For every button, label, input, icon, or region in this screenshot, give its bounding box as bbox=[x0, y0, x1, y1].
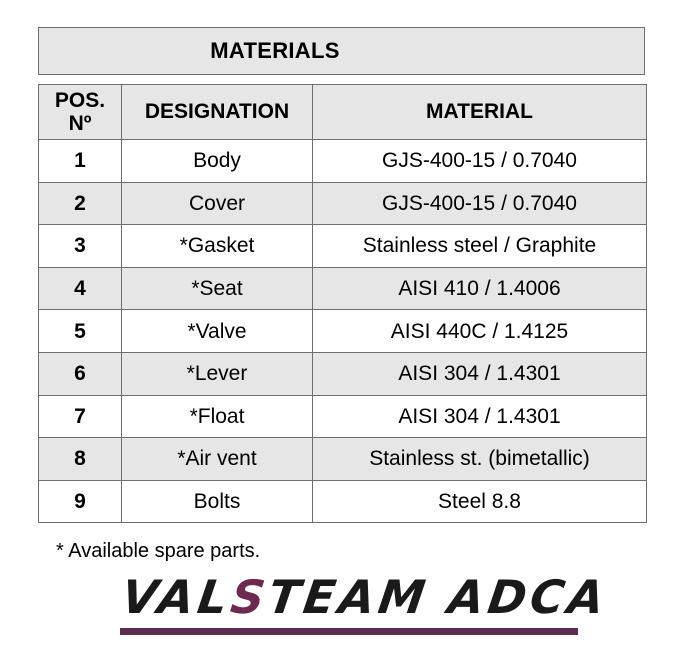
cell-material: AISI 440C / 1.4125 bbox=[313, 310, 647, 353]
valsteam-adca-logo bbox=[118, 570, 612, 640]
materials-title: MATERIALS bbox=[210, 38, 340, 63]
cell-pos: 1 bbox=[39, 140, 122, 183]
cell-pos: 5 bbox=[39, 310, 122, 353]
header-designation: DESIGNATION bbox=[122, 85, 313, 140]
logo-part1: VAL bbox=[118, 570, 236, 624]
logo-underline-bar bbox=[120, 628, 578, 635]
table-header-row bbox=[39, 85, 647, 140]
cell-designation: *Valve bbox=[122, 310, 313, 353]
header-pos bbox=[39, 85, 122, 140]
table-row bbox=[39, 480, 647, 523]
table-row bbox=[39, 267, 647, 310]
cell-material: Stainless st. (bimetallic) bbox=[313, 438, 647, 481]
cell-material: GJS-400-15 / 0.7040 bbox=[313, 140, 647, 183]
table-row bbox=[39, 395, 647, 438]
logo-wordmark bbox=[118, 570, 611, 624]
table-row bbox=[39, 140, 647, 183]
cell-designation: *Lever bbox=[122, 352, 313, 395]
cell-designation: *Float bbox=[122, 395, 313, 438]
logo-part2: S bbox=[227, 570, 273, 624]
materials-table bbox=[38, 84, 647, 523]
cell-designation: Cover bbox=[122, 182, 313, 225]
cell-material: AISI 304 / 1.4301 bbox=[313, 352, 647, 395]
header-material: MATERIAL bbox=[313, 85, 647, 140]
cell-material: Steel 8.8 bbox=[313, 480, 647, 523]
materials-title-box bbox=[38, 27, 645, 75]
cell-designation: *Gasket bbox=[122, 225, 313, 268]
cell-pos: 4 bbox=[39, 267, 122, 310]
table-row bbox=[39, 310, 647, 353]
table-row bbox=[39, 182, 647, 225]
table-row bbox=[39, 352, 647, 395]
header-pos-line2: Nº bbox=[68, 112, 92, 135]
cell-designation: *Air vent bbox=[122, 438, 313, 481]
cell-pos: 7 bbox=[39, 395, 122, 438]
table-row bbox=[39, 438, 647, 481]
cell-material: GJS-400-15 / 0.7040 bbox=[313, 182, 647, 225]
cell-material: AISI 304 / 1.4301 bbox=[313, 395, 647, 438]
cell-designation: Body bbox=[122, 140, 313, 183]
cell-material: AISI 410 / 1.4006 bbox=[313, 267, 647, 310]
cell-designation: *Seat bbox=[122, 267, 313, 310]
cell-pos: 2 bbox=[39, 182, 122, 225]
spare-parts-footnote: * Available spare parts. bbox=[56, 540, 261, 562]
header-pos-line1: POS. bbox=[54, 88, 106, 112]
logo-part3: TEAM ADCA bbox=[264, 570, 612, 624]
cell-pos: 6 bbox=[39, 352, 122, 395]
cell-pos: 8 bbox=[39, 438, 122, 481]
cell-material: Stainless steel / Graphite bbox=[313, 225, 647, 268]
table-row bbox=[39, 225, 647, 268]
cell-pos: 9 bbox=[39, 480, 122, 523]
cell-pos: 3 bbox=[39, 225, 122, 268]
cell-designation: Bolts bbox=[122, 480, 313, 523]
